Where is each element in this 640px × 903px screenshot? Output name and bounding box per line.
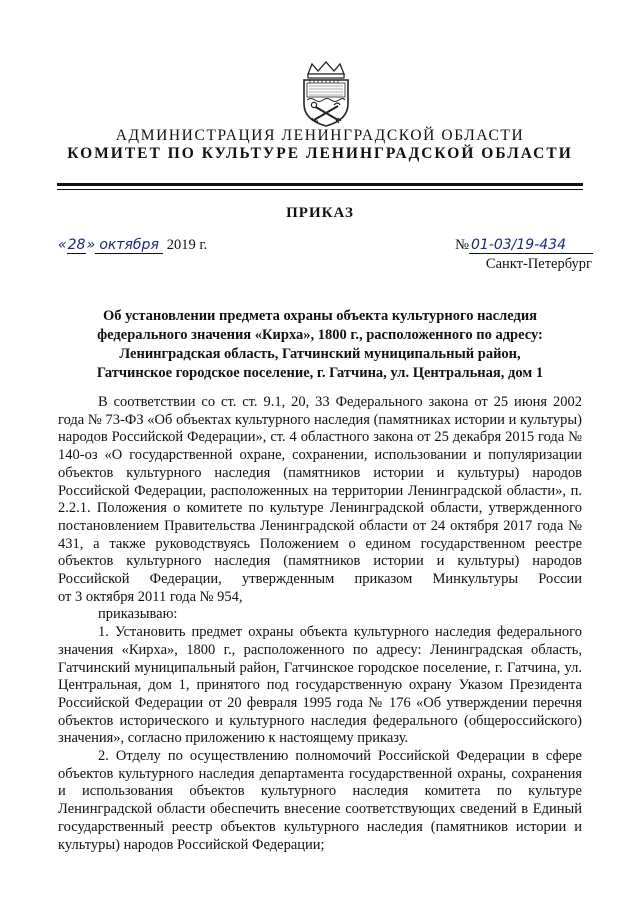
date-year: 2019 г. [166, 237, 208, 253]
order-subject: Об установлении предмета охраны объекта культурного наследия федерального значения «Кирха», 1800 г., расположенного по адресу: Ленинградская область, Гатчинский муниципальный район, Гатчинское городское поселение, г. Гатчина, ул. Центральная, дом 1 [96, 308, 544, 381]
header-rule-thick [57, 183, 583, 186]
coat-of-arms-icon [298, 60, 354, 128]
preamble-end: от 3 октября 2011 года № 954, [58, 588, 243, 605]
number-value: 01-03/19-434 [469, 237, 593, 254]
date-close-quote: » [86, 237, 96, 253]
order-number [455, 237, 593, 254]
order-body [58, 394, 582, 854]
order-item-1: 1. Установить предмет охраны объекта культурного наследия федерального значения «Кирха», 1800 г., расположенного по адресу: Ленинградская область, Гатчинский муниципальный район, Гатчинское городское поселение, г. Гатчина, ул. Центральная, дом 1, принятого под государственную охрану Указом Президента Российской Федерации от 20 февраля 1995 года № 176 «Об утверждении перечня объектов исторического и культурного наследия федерального (общероссийского) значения», согласно приложению к настоящему приказу. [58, 624, 582, 747]
preamble-paragraph: В соответствии со ст. ст. 9.1, 20, 33 Федерального закона от 25 июня 2002 года № 73-ФЗ «Об объектах культурного наследия (памятниках истории и культуры) народов Российской Федерации», ст. 4 областного закона от 25 декабря 2015 года № 140-оз «О государственной охране, сохранении, использовании и популяризации объектов культурного наследия (памятников истории и культуры) народов Российской Федерации, расположенных на территории Ленинградской области», п. 2.2.1. Положения о комитете по культуре Ленинградской области, утвержденного постановлением Правительства Ленинградской области от 24 октября 2017 года № 431, а также руководствуясь Положением о едином государственном реестре объектов культурного наследия (памятников истории и культуры) народов Российской Федерации, утвержденным приказом Минкультуры России [58, 394, 582, 588]
order-word: приказываю: [98, 606, 178, 623]
order-date [58, 237, 207, 254]
date-open-quote: « [58, 237, 67, 253]
city: Санкт-Петербург [485, 256, 592, 272]
header-rule-thin [57, 189, 583, 190]
date-month: октября [95, 237, 163, 254]
number-sign: № [455, 237, 469, 253]
document-title: ПРИКАЗ [286, 205, 354, 221]
date-day: 28 [67, 237, 86, 253]
organization-name: АДМИНИСТРАЦИЯ ЛЕНИНГРАДСКОЙ ОБЛАСТИ [115, 127, 525, 144]
order-item-2: 2. Отделу по осуществлению полномочий Российской Федерации в сфере объектов культурного наследия департамента государственной охраны, сохранения и использования объектов культурного наследия комитета по культуре Ленинградской области обеспечить внесение соответствующих сведений в Единый государственный реестр объектов культурного наследия (памятников истории и культуры) народов Российской Федерации; [58, 748, 582, 853]
committee-name: КОМИТЕТ ПО КУЛЬТУРЕ ЛЕНИНГРАДСКОЙ ОБЛАСТИ [67, 145, 573, 162]
